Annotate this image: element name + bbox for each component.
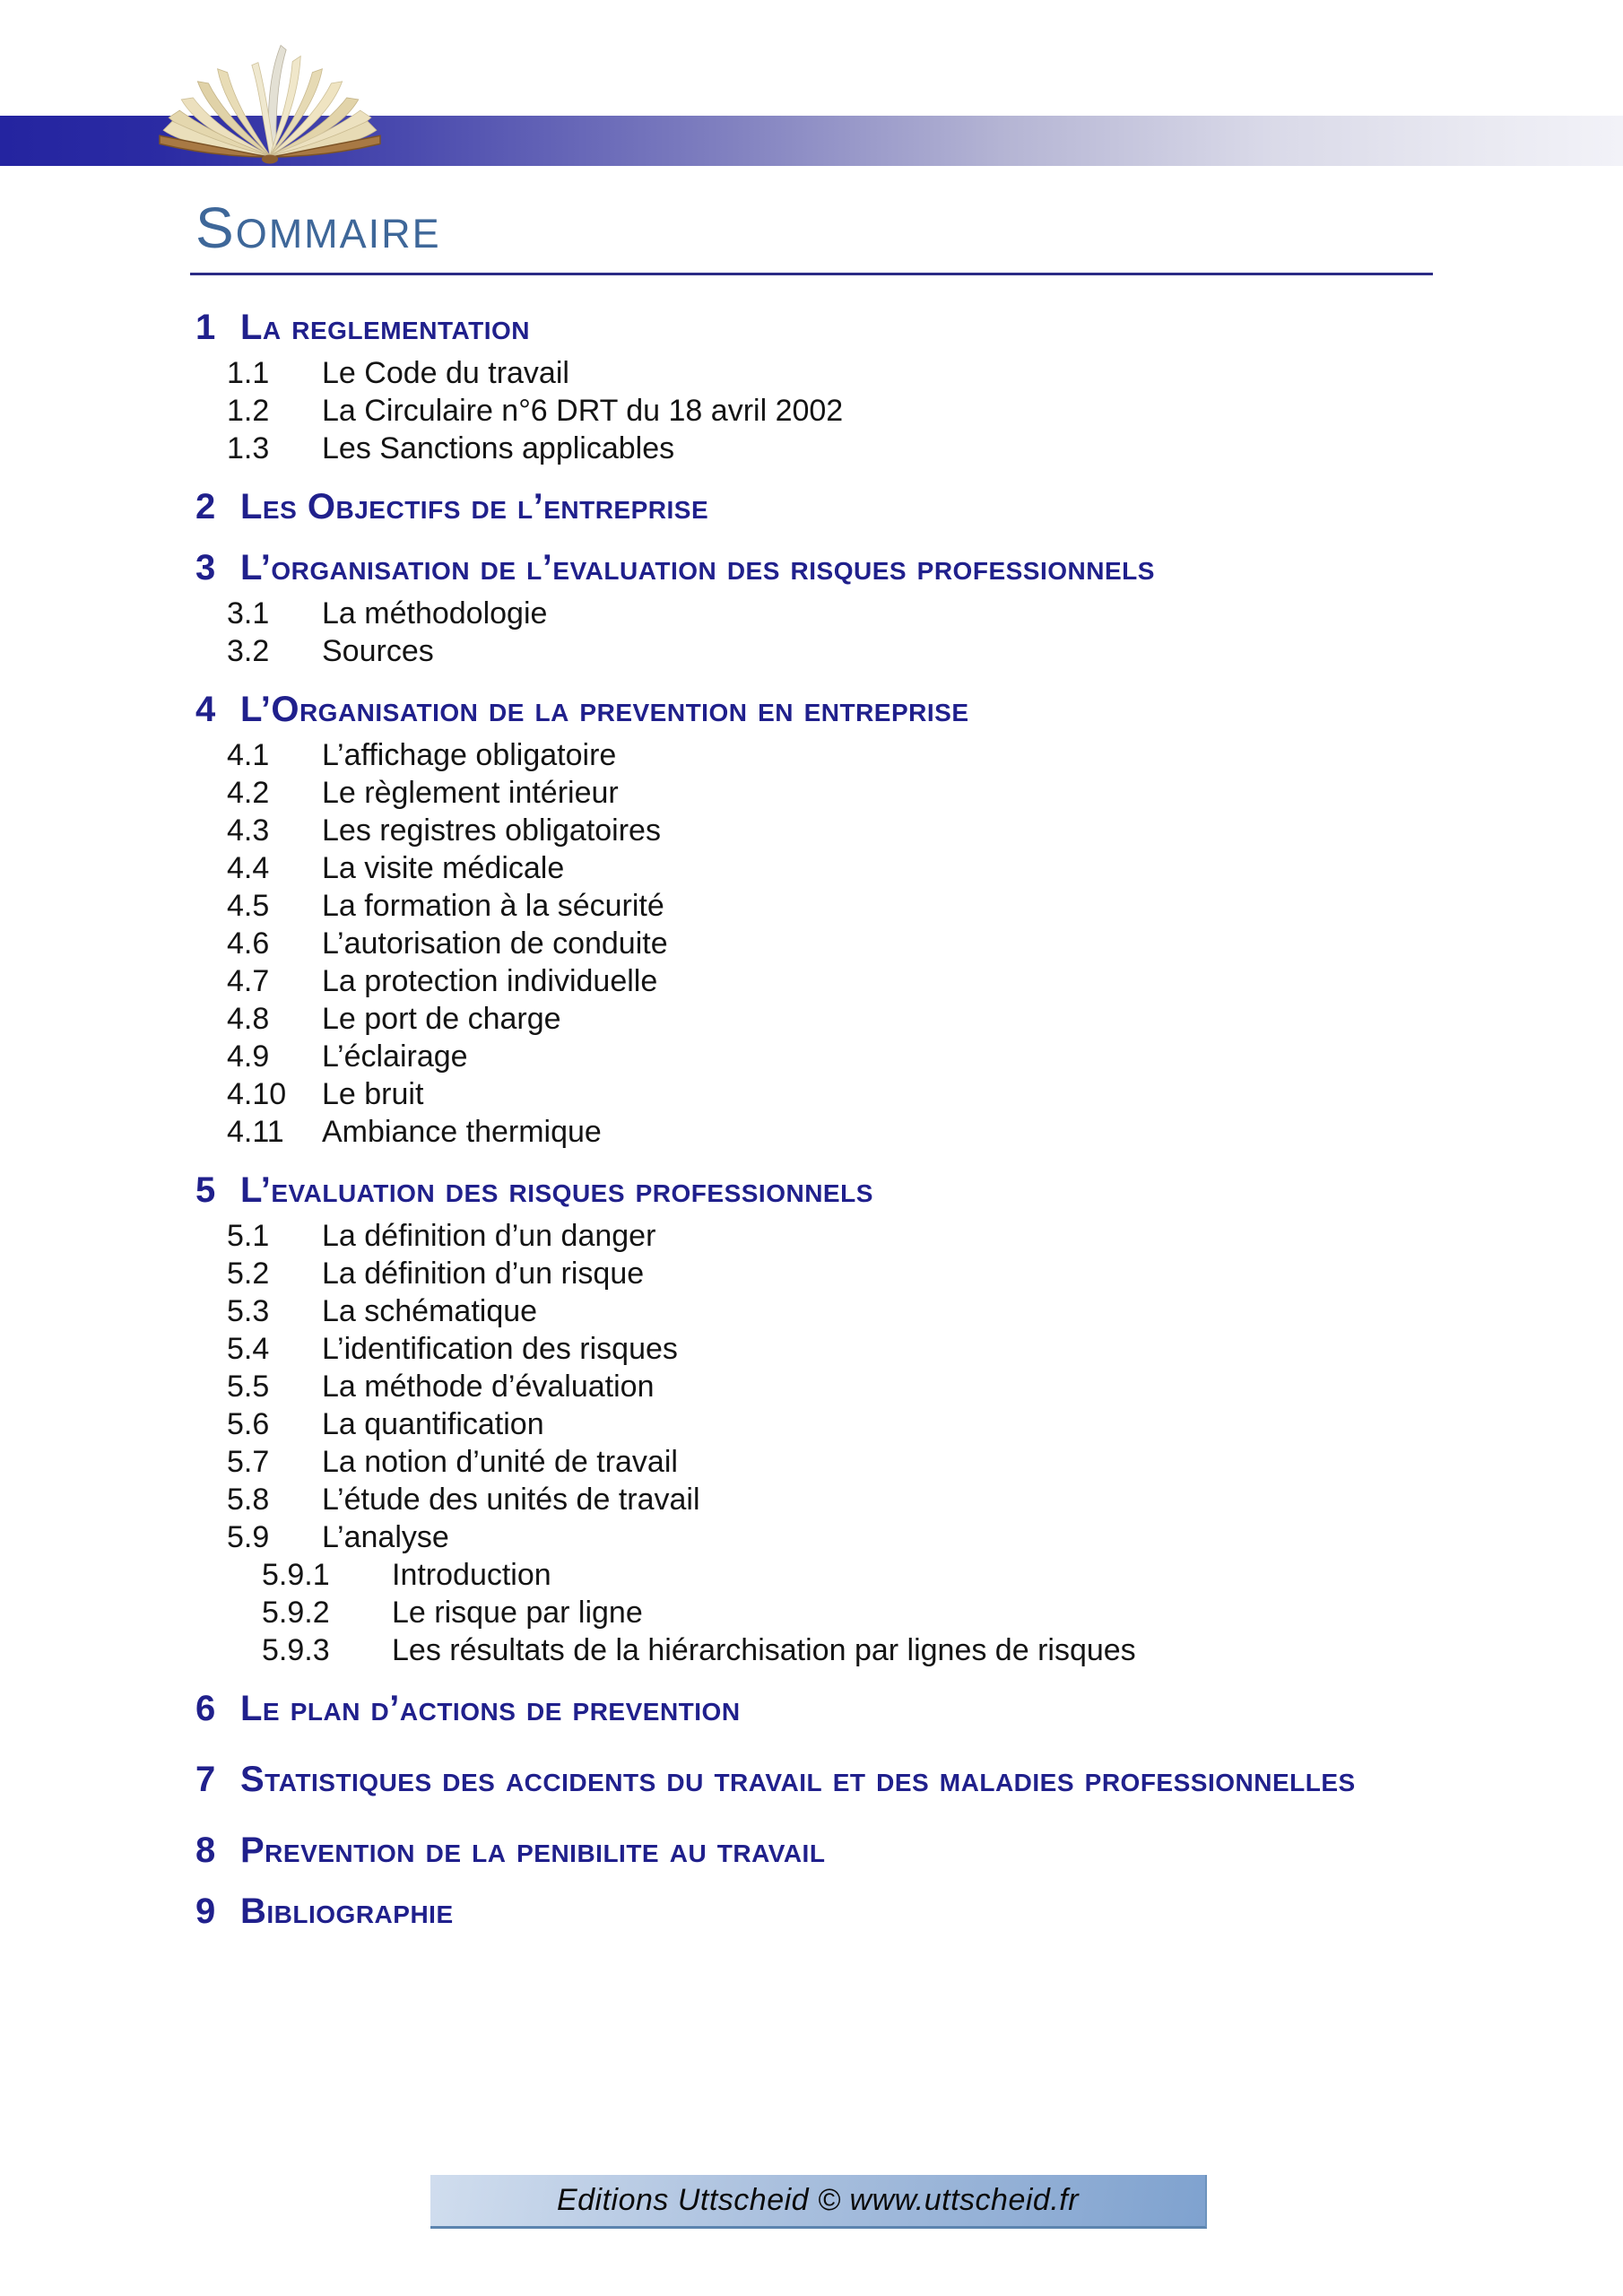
toc-label: Bibliographie	[240, 1892, 454, 1931]
page-title: Sommaire	[195, 196, 441, 260]
toc-label: La Circulaire n°6 DRT du 18 avril 2002	[322, 394, 844, 428]
toc-label: La définition d’un danger	[322, 1219, 656, 1253]
toc-subsection-row	[195, 887, 1569, 925]
toc-number: 2	[195, 487, 216, 526]
toc-number: 4.3	[227, 813, 270, 848]
toc-label: Les Objectifs de l’entreprise	[240, 487, 709, 526]
toc-number: 7	[195, 1760, 216, 1799]
toc-subsection-row	[195, 812, 1569, 849]
toc-number: 5.8	[227, 1483, 270, 1517]
toc-label: Ambiance thermique	[322, 1115, 602, 1149]
toc-number: 4.10	[227, 1077, 287, 1111]
footer-text: Editions Uttscheid © www.uttscheid.fr	[556, 2183, 1080, 2217]
toc-number: 4.9	[227, 1039, 270, 1074]
toc-label: L’Organisation de la prevention en entreprise	[240, 690, 969, 729]
toc-label: La reglementation	[240, 308, 530, 347]
toc-label: Les Sanctions applicables	[322, 431, 675, 465]
toc-label: Le risque par ligne	[392, 1596, 643, 1630]
toc-number: 5.3	[227, 1294, 270, 1328]
toc-subsubsection-row	[195, 1556, 1569, 1594]
toc-number: 6	[195, 1689, 216, 1728]
toc-section-row	[195, 1748, 1569, 1811]
toc-subsection-row	[195, 1292, 1569, 1330]
toc-subsection-row	[195, 736, 1569, 774]
toc-label: Prevention de la penibilite au travail	[240, 1831, 826, 1870]
toc-number: 5.7	[227, 1445, 270, 1479]
toc-subsection-row	[195, 1330, 1569, 1368]
toc-label: Le plan d’actions de prevention	[240, 1689, 741, 1728]
toc-label: Sources	[322, 634, 434, 668]
toc-number: 5.6	[227, 1407, 270, 1441]
toc-label: La quantification	[322, 1407, 544, 1441]
toc-number: 5.5	[227, 1370, 270, 1404]
toc-section-row	[195, 485, 1569, 528]
toc-number: 5	[195, 1170, 216, 1210]
toc-number: 4.5	[227, 889, 270, 923]
toc-number: 1.1	[227, 356, 270, 390]
toc-number: 3.1	[227, 596, 270, 631]
toc-label: L’identification des risques	[322, 1332, 678, 1366]
footer-bar	[430, 2175, 1207, 2229]
toc-subsection-row	[195, 1217, 1569, 1255]
toc-number: 4.6	[227, 926, 270, 961]
toc-label: Introduction	[392, 1558, 551, 1592]
toc-number: 1	[195, 308, 216, 347]
toc-subsection-row	[195, 632, 1569, 670]
toc-label: La formation à la sécurité	[322, 889, 664, 923]
toc-number: 3	[195, 548, 216, 587]
toc-subsection-row	[195, 430, 1569, 467]
toc-number: 9	[195, 1892, 216, 1931]
toc-label: L’autorisation de conduite	[322, 926, 668, 961]
toc-subsection-row	[195, 1405, 1569, 1443]
toc-number: 5.9.3	[262, 1633, 330, 1667]
toc-subsection-row	[195, 1038, 1569, 1075]
toc-label: La méthodologie	[322, 596, 548, 631]
toc-label: L’organisation de l’evaluation des risques professionnels	[240, 548, 1155, 587]
toc-subsection-row	[195, 774, 1569, 812]
toc-label: L’affichage obligatoire	[322, 738, 617, 772]
toc-subsection-row	[195, 1368, 1569, 1405]
toc-number: 5.1	[227, 1219, 270, 1253]
toc-number: 4.4	[227, 851, 270, 885]
toc-subsection-row	[195, 1443, 1569, 1481]
toc-number: 5.9	[227, 1520, 270, 1554]
toc-label: Les résultats de la hiérarchisation par lignes de risques	[392, 1633, 1136, 1667]
toc-label: La visite médicale	[322, 851, 565, 885]
toc-subsection-row	[195, 925, 1569, 962]
toc-subsection-row	[195, 1075, 1569, 1113]
toc-number: 4.11	[227, 1115, 284, 1149]
toc-label: L’étude des unités de travail	[322, 1483, 700, 1517]
toc-number: 3.2	[227, 634, 270, 668]
toc-number: 4.8	[227, 1002, 270, 1036]
toc-subsection-row	[195, 392, 1569, 430]
toc-label: La schématique	[322, 1294, 538, 1328]
toc-subsection-row	[195, 962, 1569, 1000]
toc-number: 5.2	[227, 1257, 270, 1291]
toc-subsubsection-row	[195, 1631, 1569, 1669]
toc-number: 4.1	[227, 738, 270, 772]
toc-number: 8	[195, 1831, 216, 1870]
toc-number: 1.2	[227, 394, 270, 428]
toc-label: Le Code du travail	[322, 356, 569, 390]
toc-subsection-row	[195, 1113, 1569, 1151]
toc-subsection-row	[195, 1255, 1569, 1292]
toc-section-row	[195, 1890, 1569, 1933]
toc-section-row	[195, 546, 1569, 589]
toc-number: 5.9.1	[262, 1558, 330, 1592]
toc-subsection-row	[195, 354, 1569, 392]
toc-label: Le règlement intérieur	[322, 776, 619, 810]
title-rule	[190, 273, 1433, 275]
toc-section-row	[195, 1169, 1569, 1212]
toc-subsubsection-row	[195, 1594, 1569, 1631]
toc-label: Statistiques des accidents du travail et des maladies professionnelles	[240, 1760, 1356, 1799]
toc-section-row	[195, 688, 1569, 731]
toc-subsection-row	[195, 1000, 1569, 1038]
toc-number: 5.4	[227, 1332, 270, 1366]
toc-label: La méthode d’évaluation	[322, 1370, 655, 1404]
toc-label: La notion d’unité de travail	[322, 1445, 678, 1479]
toc-label: L’éclairage	[322, 1039, 468, 1074]
toc-label: La protection individuelle	[322, 964, 658, 998]
toc-section-row	[195, 306, 1569, 349]
toc-number: 4.7	[227, 964, 270, 998]
toc-number: 1.3	[227, 431, 270, 465]
toc-label: Le port de charge	[322, 1002, 561, 1036]
toc-subsection-row	[195, 595, 1569, 632]
toc-number: 5.9.2	[262, 1596, 330, 1630]
toc-label: Le bruit	[322, 1077, 424, 1111]
toc-label: L’evaluation des risques professionnels	[240, 1170, 873, 1210]
toc-number: 4	[195, 690, 216, 729]
toc-section-row	[195, 1687, 1569, 1730]
toc-subsection-row	[195, 1481, 1569, 1518]
toc-subsection-row	[195, 849, 1569, 887]
toc-label: Les registres obligatoires	[322, 813, 661, 848]
toc-label: L’analyse	[322, 1520, 449, 1554]
toc-label: La définition d’un risque	[322, 1257, 645, 1291]
toc-section-row	[195, 1829, 1569, 1872]
toc-number: 4.2	[227, 776, 270, 810]
toc-subsection-row	[195, 1518, 1569, 1556]
